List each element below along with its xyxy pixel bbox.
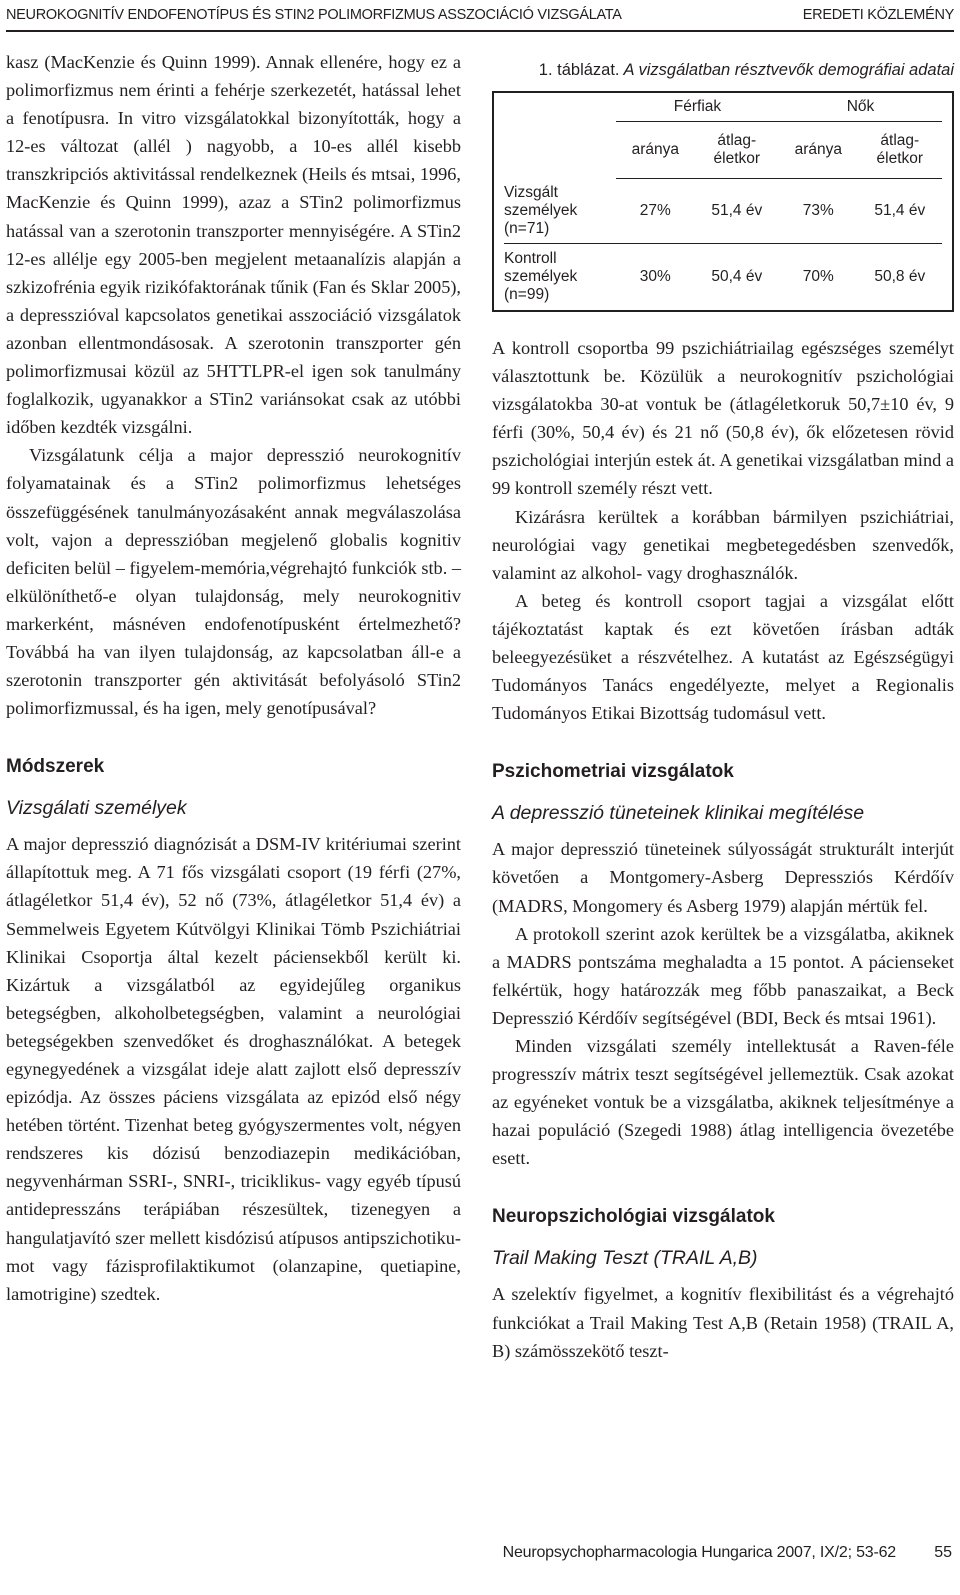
- table-group-header: Nők: [779, 93, 942, 122]
- table-cell: 73%: [779, 179, 858, 244]
- table-cell: 50,4 év: [711, 268, 763, 285]
- running-header: [6, 0, 954, 30]
- table-row-label: Kontroll személyek (n=99): [504, 250, 578, 303]
- table-row: [504, 244, 942, 311]
- subsection-heading-trail: Trail Making Teszt (TRAIL A,B): [492, 1247, 758, 1270]
- table-cell: 50,8 év: [874, 268, 926, 285]
- table-cell: 27%: [616, 179, 695, 244]
- paragraph: A major depresszió tüneteinek súlyosságát strukturált interjút követően a Montgomery-Asberg Depressziós Kérdőív (MADRS, Mongomery és Asberg 1979) alapján mértük fel.: [492, 839, 954, 916]
- running-header-section: EREDETI KÖZLEMÉNY: [802, 7, 954, 23]
- section-heading-psychometric: Pszichometriai vizsgálatok: [492, 761, 734, 783]
- page-footer: [6, 1544, 954, 1574]
- subsection-heading-depression: A depresszió tüneteinek klinikai megítélése: [492, 802, 865, 825]
- page-number: 55: [934, 1544, 952, 1561]
- table-cell: 51,4 év: [695, 179, 779, 244]
- table-row-label: Vizsgált személyek (n=71): [504, 179, 616, 244]
- table-col-header: átlag- életkor: [858, 122, 942, 179]
- right-column: [492, 52, 954, 1365]
- table-row: [504, 179, 942, 244]
- demographics-table: [492, 91, 954, 312]
- paragraph: A major depresszió diagnózisát a DSM-IV kritériumai szerint állapítottuk meg. A 71 fős vizsgálati csoport (19 férfi (27%, átlagéletkor 51,4 év), 52 nő (73%, átlagéletkor 51,4 év) a Semmelweis Egyetem Kútvölgyi Klinikai Tömb Pszichiátriai Klinikai Csoportja által kezelt páciensekből került ki. Kizártuk a vizsgálatból az egyidejűleg organikus betegségben, alkoholbetegségben, valamint a neurológiai betegségekben szenvedőket és droghasználókat. A betegek egynegyedének a vizsgálat ideje alatt zajlott első depresszív epizódja. Az összes páciens vizsgálata az epizód első négy hetében történt. Tizenhat beteg gyógyszermentes volt, négyen rendszeres kis dózisú benzodiazepin medikációban, negyvenhárman SSRI-, SNRI-, triciklikus- vagy egyéb típusú antidepresszáns terápiában részesültek, tizenegyen a hangulatjavító szer mellett kisdózisú atípusos antipszichotikumot vagy fázisprofilaktikumot (olanzapine, quetiapine, lamotrigine) szedtek.: [6, 834, 461, 1304]
- table-cell: 70%: [802, 268, 834, 285]
- journal-citation: Neuropsychopharmacologia Hungarica 2007, IX/2; 53-62: [502, 1544, 896, 1561]
- header-rule: [6, 30, 954, 32]
- paragraph: A kontroll csoportba 99 pszichiátriailag egészséges személyt választottunk be. Közülük a neurokognitív pszichológiai vizsgálatokba 30-at vontuk be (átlagéletkoruk 50,7±10 év, 9 férfi (30%, 50,4 év) és 21 nő (50,8 év), ők előzetesen rövid pszichológiai interjún estek át. A genetikai vizsgálatban mind a 99 kontroll személy részt vett.: [492, 338, 954, 499]
- table-title: A vizsgálatban résztvevők demográfiai adatai: [623, 61, 954, 79]
- paragraph: A szelektív figyelmet, a kognitív flexibilitást és a végrehajtó funkciókat a Trail Making Test A,B (Retain 1958) (TRAIL A, B) számösszekötő teszt-: [492, 1284, 954, 1361]
- running-header-title: NEUROKOGNITÍV ENDOFENOTÍPUS ÉS STIN2 POLIMORFIZMUS ASSZOCIÁCIÓ VIZSGÁLATA: [6, 7, 622, 23]
- table-cell: 51,4 év: [858, 179, 942, 244]
- table-cell: 30%: [639, 268, 671, 285]
- table-group-header: Férfiak: [616, 93, 779, 122]
- paragraph: kasz (MacKenzie és Quinn 1999). Annak ellenére, hogy ez a polimorfizmus nem érinti a fehérje szerkezetét, hatással lehet a fenotípusra. In vitro vizsgálatokkal bizonyították, hogy a 12-es változat (allél ) nagyobb, a 10-es allél kisebb transzkripciós aktivitással rendelkeznek (Heils és mtsai, 1996, MacKenzie és Quinn 1999), azaz a STin2 polimorfizmus hatással van a szerotonin transzporter mennyiségére. A STin2 12-es allélje egy 2005-ben megjelent metaanalízis alapján a szkizofrénia egyik rizikófaktorának tűnik (Fan és Sklar 2005), a depresszióval kapcsolatos genetikai asszociáció vizsgálatok azonban ellentmondásosak. A szerotonin transzporter gén polimorfizmusai közül az 5HTTLPR-el igen sok tanulmány foglalkozik, ugyanakkor a STin2 variánsokat csak az utóbbi időben kezdték vizsgálni.: [6, 52, 461, 438]
- paragraph: Vizsgálatunk célja a major depresszió neurokognitív folyamatainak és a STin2 polimorfizmus lehetséges összefüggésének tanulmányozásaként annak megválaszolása volt, vajon a depresszióban megjelenő globalis kognitiv deficiten belül – figyelem-memória,végrehajtó funkciók stb. – elkülöníthető-e olyan tulajdonság, mely neurokognitiv markerként, másnéven endofenotípusként értelmezhető? Továbbá ha van ilyen tulajdonság, az kapcsolatban áll-e a szerotonin transzporter gén aktivitását befolyásoló STin2 polimorfizmussal, és ha igen, mely genotípusával?: [6, 445, 461, 719]
- paragraph: Kizárásra kerültek a korábban bármilyen pszichiátriai, neurológiai vagy genetikai megbetegedésben szenvedők, valamint az alkohol- vagy droghasználók.: [492, 506, 954, 583]
- left-column: [6, 48, 461, 1308]
- table-col-header: aránya: [779, 122, 858, 179]
- table-caption: [492, 60, 954, 81]
- section-heading-neuro: Neuropszichológiai vizsgálatok: [492, 1206, 775, 1228]
- subsection-heading-subjects: Vizsgálati személyek: [6, 797, 187, 820]
- paragraph: A beteg és kontroll csoport tagjai a vizsgálat előtt tájékoztatást kaptak és ezt követően írásban adták beleegyezésüket a részvételhez. A kutatást az Egészségügyi Tudományos Tanács engedélyezte, melyet a Regionalis Tudományos Etikai Bizottság tudomásul vett.: [492, 590, 954, 724]
- table-col-header: aránya: [616, 122, 695, 179]
- table-col-header: átlag- életkor: [695, 122, 779, 179]
- paragraph: Minden vizsgálati személy intellektusát a Raven-féle progresszív mátrix teszt segítségével jellemeztük. Csak azokat az egyéneket vontuk be a vizsgálatba, akiknek teljesítménye a hazai populáció (Szegedi 1988) átlag intelligencia övezetébe esett.: [492, 1035, 954, 1169]
- table-label: 1. táblázat.: [538, 61, 620, 79]
- paragraph: A protokoll szerint azok kerültek be a vizsgálatba, akiknek a MADRS pontszáma meghaladta a 15 pontot. A pácienseket felkértük, hogy határozzák meg főbb panaszaikat, a Beck Depresszió Kérdőív segítségével (BDI, Beck és mtsai 1961).: [492, 923, 954, 1028]
- section-heading-methods: Módszerek: [6, 756, 105, 778]
